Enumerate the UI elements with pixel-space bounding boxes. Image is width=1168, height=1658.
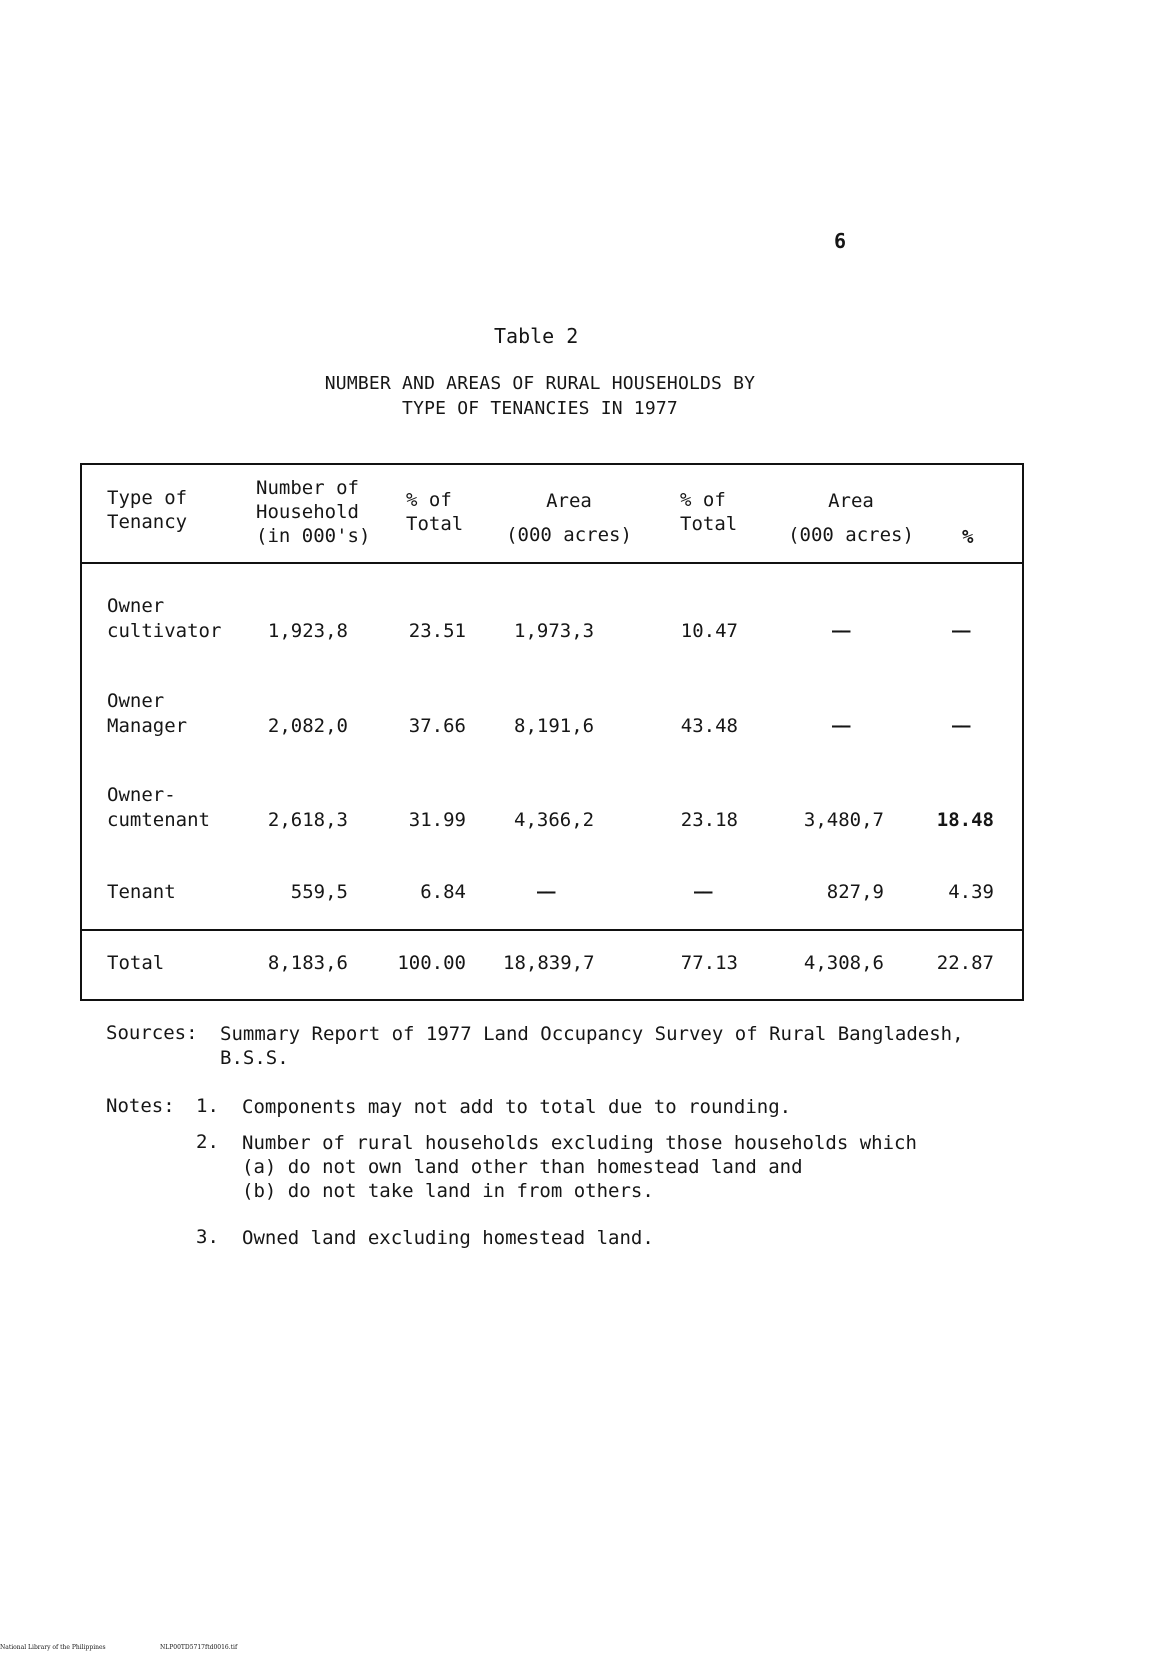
row-owner-cumtenant-pct1: 31.99 — [408, 809, 466, 831]
note-1-text: Components may not add to total due to rounding. — [242, 1096, 792, 1118]
table-label: Table 2 — [494, 324, 579, 348]
header-pct-total-1: % of Total — [406, 489, 464, 535]
row-owner-cultivator-type: Owner cultivator — [107, 595, 222, 642]
row-owner-manager-pct1: 37.66 — [408, 715, 466, 737]
page-number: 6 — [834, 229, 847, 253]
header-pct-total-2: % of Total — [680, 489, 738, 535]
total-households: 8,183,6 — [267, 952, 348, 974]
header-households: Number of Household (in 000's) — [256, 477, 371, 547]
row-tenant-area2: 827,9 — [826, 881, 884, 903]
row-owner-cultivator-households: 1,923,8 — [267, 620, 348, 642]
total-label: Total — [107, 952, 165, 974]
note-3-number: 3. — [196, 1226, 219, 1248]
note-1-number: 1. — [196, 1095, 219, 1117]
row-owner-cumtenant-type: Owner- cumtenant — [107, 784, 210, 831]
table-title-line-1: NUMBER AND AREAS OF RURAL HOUSEHOLDS BY — [324, 373, 756, 394]
header-area-2: Area (000 acres) — [788, 490, 914, 546]
note-2-number: 2. — [196, 1131, 219, 1153]
total-area1: 18,839,7 — [503, 952, 595, 974]
header-area-1: Area (000 acres) — [506, 490, 632, 546]
note-3-text: Owned land excluding homestead land. — [242, 1227, 654, 1249]
row-owner-cumtenant-pct3: 18.48 — [936, 809, 994, 831]
sources-text: Summary Report of 1977 Land Occupancy Survey of Rural Bangladesh, B.S.S. — [220, 1023, 964, 1069]
footer-filename: NLP00TD5717ftd0016.tif — [160, 1644, 238, 1651]
row-owner-cultivator-pct1: 23.51 — [408, 620, 466, 642]
row-owner-manager-households: 2,082,0 — [267, 715, 348, 737]
row-owner-manager-area2: —— — [832, 716, 849, 736]
row-owner-manager-type: Owner Manager — [107, 690, 188, 737]
row-owner-cumtenant-area1: 4,366,2 — [514, 809, 595, 831]
total-pct3: 22.87 — [936, 952, 994, 974]
total-area2: 4,308,6 — [803, 952, 884, 974]
table-title — [0, 371, 1080, 421]
total-pct2: 77.13 — [680, 952, 738, 974]
row-owner-cumtenant-households: 2,618,3 — [267, 809, 348, 831]
row-tenant-pct2: —— — [694, 882, 711, 902]
row-tenant-type: Tenant — [107, 881, 176, 903]
row-tenant-pct1: 6.84 — [420, 881, 466, 903]
total-rule — [80, 929, 1022, 931]
footer-library: National Library of the Philippines — [0, 1644, 106, 1651]
row-tenant-pct3: 4.39 — [948, 881, 994, 903]
row-owner-cultivator-area2: —— — [832, 621, 849, 641]
row-owner-cumtenant-pct2: 23.18 — [680, 809, 738, 831]
header-pct: % — [962, 526, 974, 548]
table-title-line-2: TYPE OF TENANCIES IN 1977 — [402, 398, 678, 419]
note-2-text: Number of rural households excluding those households which (a) do not own land other than homestead land and (b) do not take land in from others. — [242, 1132, 917, 1202]
header-rule — [80, 562, 1022, 564]
row-owner-manager-pct3: —— — [952, 716, 969, 736]
sources-label: Sources: — [106, 1022, 198, 1044]
row-tenant-area1: —— — [537, 882, 554, 902]
row-owner-manager-pct2: 43.48 — [680, 715, 738, 737]
row-owner-cultivator-pct2: 10.47 — [680, 620, 738, 642]
total-pct1: 100.00 — [397, 952, 466, 974]
row-owner-cultivator-area1: 1,973,3 — [514, 620, 595, 642]
row-owner-manager-area1: 8,191,6 — [514, 715, 595, 737]
row-owner-cultivator-pct3: —— — [952, 621, 969, 641]
header-type: Type of Tenancy — [107, 487, 188, 533]
notes-label: Notes: — [106, 1095, 175, 1117]
row-owner-cumtenant-area2: 3,480,7 — [803, 809, 884, 831]
row-tenant-households: 559,5 — [290, 881, 348, 903]
